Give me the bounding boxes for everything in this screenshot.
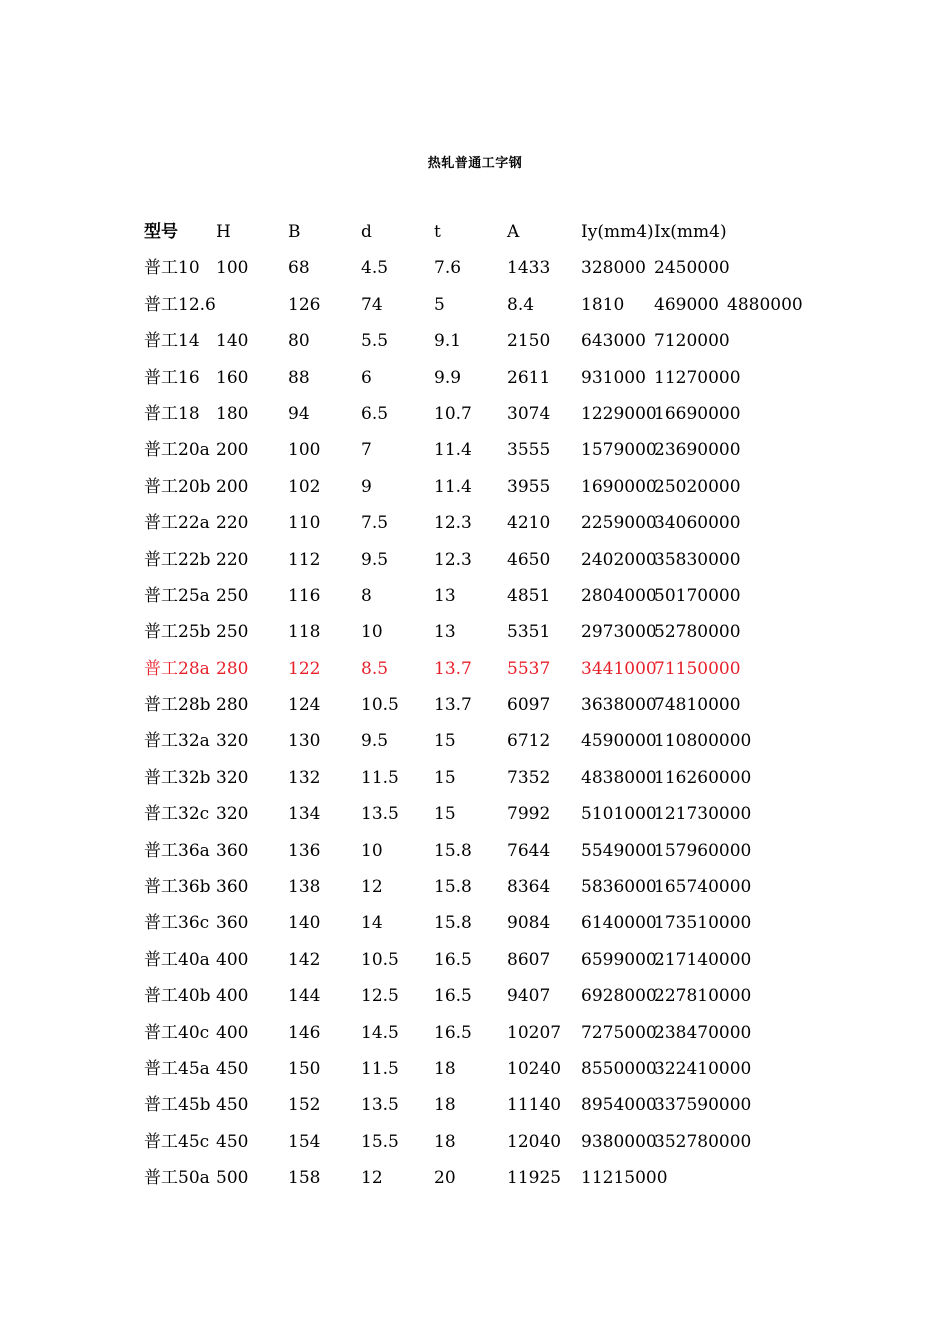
- cell-t: 12.3: [434, 549, 472, 570]
- cell-b: 146: [288, 1022, 321, 1043]
- cell-model: 普工18: [144, 403, 200, 424]
- cell-t: 12.3: [434, 513, 472, 534]
- table-row: [144, 1055, 844, 1091]
- table-row: [144, 909, 844, 945]
- cell-b: 144: [288, 986, 321, 1007]
- cell-d: 10: [361, 622, 383, 643]
- cell-model: 普工28b: [144, 695, 211, 716]
- table-header-row: [144, 218, 844, 254]
- cell-d: 9.5: [361, 731, 389, 752]
- cell-h: 140: [216, 331, 249, 352]
- cell-a: 6097: [507, 695, 551, 716]
- cell-t: 13: [434, 622, 456, 643]
- cell-d: 6.5: [361, 403, 389, 424]
- cell-b: 150: [288, 1058, 321, 1079]
- table-row: [144, 436, 844, 472]
- cell-a: 4210: [507, 513, 551, 534]
- header-ix: Ix(mm4): [654, 222, 727, 242]
- cell-b: 116: [288, 585, 321, 606]
- cell-d: 8.5: [361, 658, 389, 679]
- cell-a: 1433: [507, 258, 551, 279]
- table-row: [144, 946, 844, 982]
- cell-d: 7.5: [361, 513, 389, 534]
- cell-a: 11925: [507, 1168, 562, 1189]
- table-row: [144, 1164, 844, 1200]
- cell-model: 普工22a: [144, 513, 210, 534]
- cell-ix: 52780000: [654, 622, 741, 643]
- cell-a: 7644: [507, 840, 551, 861]
- cell-iy: 4838000: [581, 767, 657, 788]
- cell-h: 180: [216, 403, 249, 424]
- cell-h: 220: [216, 549, 249, 570]
- cell-h: 100: [216, 258, 249, 279]
- cell-h: 450: [216, 1095, 249, 1116]
- cell-d: 13.5: [361, 804, 399, 825]
- cell-d: 7: [361, 440, 372, 461]
- cell-t: 15: [434, 804, 456, 825]
- cell-d: 12: [361, 877, 383, 898]
- cell-a: 3074: [507, 403, 551, 424]
- cell-iy: 5836000: [581, 877, 657, 898]
- cell-b: 126: [288, 294, 321, 315]
- cell-model: 普工36c: [144, 913, 210, 934]
- cell-model: 普工40c: [144, 1022, 210, 1043]
- cell-ix: 34060000: [654, 513, 741, 534]
- cell-h: 400: [216, 1022, 249, 1043]
- cell-t: 20: [434, 1168, 456, 1189]
- cell-ix: 7120000: [654, 331, 730, 352]
- cell-h: 280: [216, 695, 249, 716]
- cell-a: 9084: [507, 913, 551, 934]
- cell-t: 15: [434, 731, 456, 752]
- page-title: 热轧普通工字钢: [427, 156, 523, 171]
- cell-ix: 469000: [654, 294, 719, 315]
- table-row: [144, 546, 844, 582]
- cell-iy: 2259000: [581, 513, 657, 534]
- cell-t: 16.5: [434, 986, 472, 1007]
- cell-h: 280: [216, 658, 249, 679]
- cell-iy: 7275000: [581, 1022, 657, 1043]
- cell-d: 10.5: [361, 695, 399, 716]
- cell-model: 普工22b: [144, 549, 211, 570]
- cell-t: 11.4: [434, 476, 472, 497]
- cell-model: 普工20a: [144, 440, 210, 461]
- cell-model: 普工12.6: [144, 294, 216, 315]
- cell-ix: 337590000: [654, 1095, 752, 1116]
- cell-d: 6: [361, 367, 372, 388]
- table-row: [144, 727, 844, 763]
- cell-d: 12.5: [361, 986, 399, 1007]
- cell-ix: 238470000: [654, 1022, 752, 1043]
- cell-model: 普工45b: [144, 1095, 211, 1116]
- cell-model: 普工45a: [144, 1058, 210, 1079]
- cell-h: 250: [216, 622, 249, 643]
- cell-model: 普工25b: [144, 622, 211, 643]
- cell-t: 10.7: [434, 403, 472, 424]
- cell-model: 普工25a: [144, 585, 210, 606]
- cell-a: 3955: [507, 476, 551, 497]
- cell-a: 12040: [507, 1131, 562, 1152]
- cell-t: 18: [434, 1131, 456, 1152]
- cell-b: 118: [288, 622, 321, 643]
- cell-h: 320: [216, 767, 249, 788]
- cell-b: 142: [288, 949, 321, 970]
- table-row: [144, 1128, 844, 1164]
- cell-t: 9.1: [434, 331, 462, 352]
- cell-ix: 2450000: [654, 258, 730, 279]
- cell-ix: 11270000: [654, 367, 741, 388]
- cell-a: 8364: [507, 877, 551, 898]
- table-row: [144, 582, 844, 618]
- cell-a: 2150: [507, 331, 551, 352]
- cell-d: 10.5: [361, 949, 399, 970]
- cell-iy: 6140000: [581, 913, 657, 934]
- cell-t: 15.8: [434, 913, 472, 934]
- cell-b: 136: [288, 840, 321, 861]
- cell-a: 8607: [507, 949, 551, 970]
- table-row: [144, 655, 844, 691]
- cell-model: 普工32b: [144, 767, 211, 788]
- cell-t: 9.9: [434, 367, 462, 388]
- table-row: [144, 291, 844, 327]
- cell-model: 普工40b: [144, 986, 211, 1007]
- table-row: [144, 764, 844, 800]
- cell-ix: 227810000: [654, 986, 752, 1007]
- cell-model: 普工10: [144, 258, 200, 279]
- cell-h: 360: [216, 877, 249, 898]
- cell-iy: 931000: [581, 367, 646, 388]
- cell-ix: 35830000: [654, 549, 741, 570]
- cell-t: 18: [434, 1095, 456, 1116]
- cell-ix: 25020000: [654, 476, 741, 497]
- cell-iy: 8954000: [581, 1095, 657, 1116]
- cell-ix: 352780000: [654, 1131, 752, 1152]
- cell-a: 8.4: [507, 294, 535, 315]
- table-row: [144, 254, 844, 290]
- cell-b: 134: [288, 804, 321, 825]
- cell-iy: 3441000: [581, 658, 657, 679]
- cell-ix: 121730000: [654, 804, 752, 825]
- cell-d: 13.5: [361, 1095, 399, 1116]
- cell-d: 9.5: [361, 549, 389, 570]
- cell-t: 15.8: [434, 877, 472, 898]
- cell-extra: 4880000: [727, 294, 803, 315]
- cell-model: 普工16: [144, 367, 200, 388]
- cell-b: 112: [288, 549, 321, 570]
- cell-a: 10240: [507, 1058, 562, 1079]
- cell-a: 9407: [507, 986, 551, 1007]
- cell-a: 11140: [507, 1095, 562, 1116]
- cell-model: 普工40a: [144, 949, 210, 970]
- table-row: [144, 873, 844, 909]
- header-b: B: [288, 222, 301, 242]
- cell-a: 7992: [507, 804, 551, 825]
- cell-a: 5351: [507, 622, 551, 643]
- cell-iy: 328000: [581, 258, 646, 279]
- cell-ix: 74810000: [654, 695, 741, 716]
- table-row: [144, 327, 844, 363]
- cell-b: 102: [288, 476, 321, 497]
- cell-ix: 116260000: [654, 767, 752, 788]
- cell-t: 13: [434, 585, 456, 606]
- table-row: [144, 1019, 844, 1055]
- cell-d: 5.5: [361, 331, 389, 352]
- cell-h: 200: [216, 440, 249, 461]
- steel-table: [144, 218, 844, 1201]
- header-iy: Iy(mm4): [581, 222, 654, 242]
- table-row: [144, 364, 844, 400]
- cell-d: 14.5: [361, 1022, 399, 1043]
- cell-d: 74: [361, 294, 383, 315]
- cell-ix: 50170000: [654, 585, 741, 606]
- cell-model: 普工14: [144, 331, 200, 352]
- cell-h: 400: [216, 949, 249, 970]
- cell-h: 450: [216, 1058, 249, 1079]
- cell-ix: 16690000: [654, 403, 741, 424]
- cell-ix: 110800000: [654, 731, 752, 752]
- cell-d: 10: [361, 840, 383, 861]
- cell-a: 6712: [507, 731, 551, 752]
- cell-model: 普工32a: [144, 731, 210, 752]
- cell-model: 普工45c: [144, 1131, 210, 1152]
- cell-b: 132: [288, 767, 321, 788]
- table-row: [144, 982, 844, 1018]
- cell-h: 450: [216, 1131, 249, 1152]
- cell-d: 9: [361, 476, 372, 497]
- header-t: t: [434, 222, 441, 242]
- cell-a: 4650: [507, 549, 551, 570]
- cell-a: 2611: [507, 367, 551, 388]
- cell-b: 68: [288, 258, 310, 279]
- cell-a: 5537: [507, 658, 551, 679]
- cell-a: 10207: [507, 1022, 562, 1043]
- cell-iy: 6599000: [581, 949, 657, 970]
- cell-d: 11.5: [361, 1058, 399, 1079]
- cell-model: 普工50a: [144, 1168, 210, 1189]
- table-row: [144, 473, 844, 509]
- cell-t: 15: [434, 767, 456, 788]
- cell-model: 普工20b: [144, 476, 211, 497]
- cell-model: 普工36a: [144, 840, 210, 861]
- cell-iy: 1229000: [581, 403, 657, 424]
- cell-h: 360: [216, 840, 249, 861]
- cell-ix: 23690000: [654, 440, 741, 461]
- header-a: A: [507, 222, 520, 242]
- cell-iy: 8550000: [581, 1058, 657, 1079]
- header-h: H: [216, 222, 231, 242]
- cell-b: 158: [288, 1168, 321, 1189]
- cell-b: 88: [288, 367, 310, 388]
- cell-h: 220: [216, 513, 249, 534]
- header-model: 型号: [144, 222, 178, 242]
- cell-iy: 2973000: [581, 622, 657, 643]
- cell-iy: 1579000: [581, 440, 657, 461]
- cell-h: 200: [216, 476, 249, 497]
- cell-t: 13.7: [434, 658, 472, 679]
- cell-t: 13.7: [434, 695, 472, 716]
- cell-iy: 5549000: [581, 840, 657, 861]
- cell-b: 140: [288, 913, 321, 934]
- cell-ix: 157960000: [654, 840, 752, 861]
- cell-iy: 643000: [581, 331, 646, 352]
- cell-h: 360: [216, 913, 249, 934]
- cell-h: 160: [216, 367, 249, 388]
- cell-b: 130: [288, 731, 321, 752]
- cell-b: 110: [288, 513, 321, 534]
- table-row: [144, 691, 844, 727]
- cell-b: 138: [288, 877, 321, 898]
- cell-ix: 71150000: [654, 658, 741, 679]
- cell-iy: 3638000: [581, 695, 657, 716]
- cell-model: 普工36b: [144, 877, 211, 898]
- cell-h: 320: [216, 804, 249, 825]
- table-row: [144, 618, 844, 654]
- cell-b: 154: [288, 1131, 321, 1152]
- table-row: [144, 1091, 844, 1127]
- table-row: [144, 837, 844, 873]
- cell-h: 250: [216, 585, 249, 606]
- cell-b: 122: [288, 658, 321, 679]
- cell-d: 12: [361, 1168, 383, 1189]
- cell-ix: 173510000: [654, 913, 752, 934]
- cell-ix: 322410000: [654, 1058, 752, 1079]
- cell-iy: 2804000: [581, 585, 657, 606]
- cell-b: 124: [288, 695, 321, 716]
- cell-a: 3555: [507, 440, 551, 461]
- cell-t: 16.5: [434, 1022, 472, 1043]
- cell-iy: 1810: [581, 294, 625, 315]
- cell-h: 320: [216, 731, 249, 752]
- cell-t: 16.5: [434, 949, 472, 970]
- cell-b: 152: [288, 1095, 321, 1116]
- table-row: [144, 800, 844, 836]
- table-row: [144, 509, 844, 545]
- cell-model: 普工28a: [144, 658, 210, 679]
- cell-a: 4851: [507, 585, 551, 606]
- cell-t: 7.6: [434, 258, 462, 279]
- cell-t: 11.4: [434, 440, 472, 461]
- cell-iy: 2402000: [581, 549, 657, 570]
- cell-t: 18: [434, 1058, 456, 1079]
- cell-d: 4.5: [361, 258, 389, 279]
- cell-iy: 6928000: [581, 986, 657, 1007]
- cell-d: 11.5: [361, 767, 399, 788]
- header-d: d: [361, 222, 372, 242]
- cell-ix: 217140000: [654, 949, 752, 970]
- cell-b: 94: [288, 403, 310, 424]
- cell-h: 500: [216, 1168, 249, 1189]
- cell-b: 100: [288, 440, 321, 461]
- cell-model: 普工32c: [144, 804, 210, 825]
- cell-t: 5: [434, 294, 445, 315]
- cell-b: 80: [288, 331, 310, 352]
- cell-t: 15.8: [434, 840, 472, 861]
- table-row: [144, 400, 844, 436]
- cell-iy: 4590000: [581, 731, 657, 752]
- cell-a: 7352: [507, 767, 551, 788]
- cell-h: 400: [216, 986, 249, 1007]
- cell-d: 14: [361, 913, 383, 934]
- cell-iy: 11215000: [581, 1168, 668, 1189]
- cell-d: 15.5: [361, 1131, 399, 1152]
- cell-iy: 5101000: [581, 804, 657, 825]
- cell-iy: 1690000: [581, 476, 657, 497]
- cell-iy: 9380000: [581, 1131, 657, 1152]
- cell-d: 8: [361, 585, 372, 606]
- cell-ix: 165740000: [654, 877, 752, 898]
